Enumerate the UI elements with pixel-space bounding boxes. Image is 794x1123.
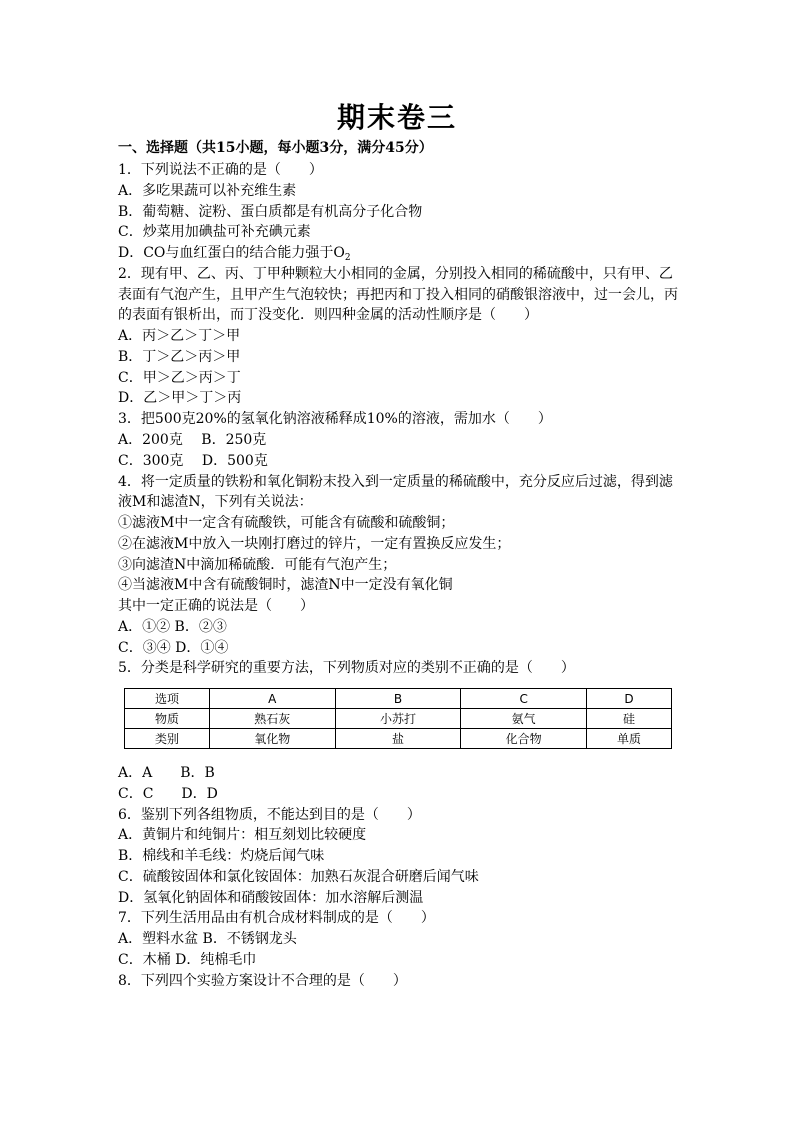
table-row [125,689,672,709]
q5-stem: 5．分类是科学研究的重要方法，下列物质对应的类别不正确的是（ ） [118,660,575,676]
q7-options-cd: C．木桶 D．纯棉毛巾 [118,952,257,968]
table-cell: 类别 [125,729,210,749]
table-cell: 氨气 [461,709,587,729]
table-cell: 小苏打 [335,709,461,729]
q4-statement-1: ①滤液M中一定含有硫酸铁，可能含有硫酸和硫酸铜； [118,515,455,531]
section-heading: 一、选择题（共15小题，每小题3分，满分45分） [118,140,433,156]
q4-stem-line2: 液M和滤渣N，下列有关说法： [118,494,313,510]
q4-statement-3: ③向滤渣N中滴加稀硫酸．可能有气泡产生； [118,557,397,573]
q6-option-a: A．黄铜片和纯铜片：相互刻划比较硬度 [118,827,367,843]
q2-option-c: C．甲＞乙＞丙＞丁 [118,370,241,386]
table-row [125,709,672,729]
q6-option-d: D．氢氧化钠固体和硝酸铵固体：加水溶解后测温 [118,890,424,906]
table-cell: 盐 [335,729,461,749]
q2-option-d: D．乙＞甲＞丁＞丙 [118,390,242,406]
q1-option-c: C．炒菜用加碘盐可补充碘元素 [118,224,311,240]
table-cell: C [461,689,587,709]
q6-option-b: B．棉线和羊毛线：灼烧后闻气味 [118,848,325,864]
q7-options-ab: A．塑料水盆 B．不锈钢龙头 [118,931,297,947]
q1-option-d [118,244,351,267]
table-cell: 单质 [587,729,672,749]
table-cell: 硅 [587,709,672,729]
table-cell: 化合物 [461,729,587,749]
q1-option-d-subscript: 2 [344,253,351,263]
q4-stem-line1: 4．将一定质量的铁粉和氧化铜粉末投入到一定质量的稀硫酸中，充分反应后过滤，得到滤 [118,474,673,490]
table-cell: B [335,689,461,709]
page-title: 期末卷三 [336,101,457,134]
q7-stem: 7．下列生活用品由有机合成材料制成的是（ ） [118,910,435,926]
table-cell: D [587,689,672,709]
q4-question: 其中一定正确的说法是（ ） [118,598,314,614]
table-row [125,729,672,749]
q3-stem: 3．把500克20%的氢氧化钠溶液稀释成10%的溶液，需加水（ ） [118,411,552,427]
q6-option-c: C．硫酸铵固体和氯化铵固体：加熟石灰混合研磨后闻气味 [118,869,479,885]
classification-table [124,688,672,749]
q2-stem-line2: 表面有气泡产生，且甲产生气泡较快；再把丙和丁投入相同的硝酸银溶液中，过一会儿，丙 [118,287,678,303]
q1-option-a: A．多吃果蔬可以补充维生素 [118,183,297,199]
q5-options-cd: C．C D．D [118,786,218,802]
q3-options-ab: A．200克 B．250克 [118,432,267,448]
q2-stem-line3: 的表面有银析出，而丁没变化．则四种金属的活动性顺序是（ ） [118,307,538,323]
table-cell: A [209,689,335,709]
q4-options-cd: C．③④ D．①④ [118,640,229,656]
q2-option-a: A．丙＞乙＞丁＞甲 [118,328,241,344]
table-cell: 熟石灰 [209,709,335,729]
q3-options-cd: C．300克 D．500克 [118,453,268,469]
q1-stem: 1．下列说法不正确的是（ ） [118,162,323,178]
q1-option-d-text: D．CO与血红蛋白的结合能力强于O [118,245,345,261]
table-cell: 物质 [125,709,210,729]
q4-options-ab: A．①② B．②③ [118,619,227,635]
q5-options-ab: A．A B．B [118,765,215,781]
q4-statement-4: ④当滤液M中含有硫酸铜时，滤渣N中一定没有氧化铜 [118,577,453,593]
table-cell: 选项 [125,689,210,709]
q2-stem-line1: 2．现有甲、乙、丙、丁甲种颗粒大小相同的金属，分别投入相同的稀硫酸中，只有甲、乙 [118,266,673,282]
q6-stem: 6．鉴别下列各组物质，不能达到目的是（ ） [118,807,421,823]
q8-stem: 8．下列四个实验方案设计不合理的是（ ） [118,973,407,989]
q1-option-b: B．葡萄糖、淀粉、蛋白质都是有机高分子化合物 [118,204,423,220]
q2-option-b: B．丁＞乙＞丙＞甲 [118,349,241,365]
q4-statement-2: ②在滤液M中放入一块刚打磨过的锌片，一定有置换反应发生； [118,536,511,552]
table-cell: 氧化物 [209,729,335,749]
